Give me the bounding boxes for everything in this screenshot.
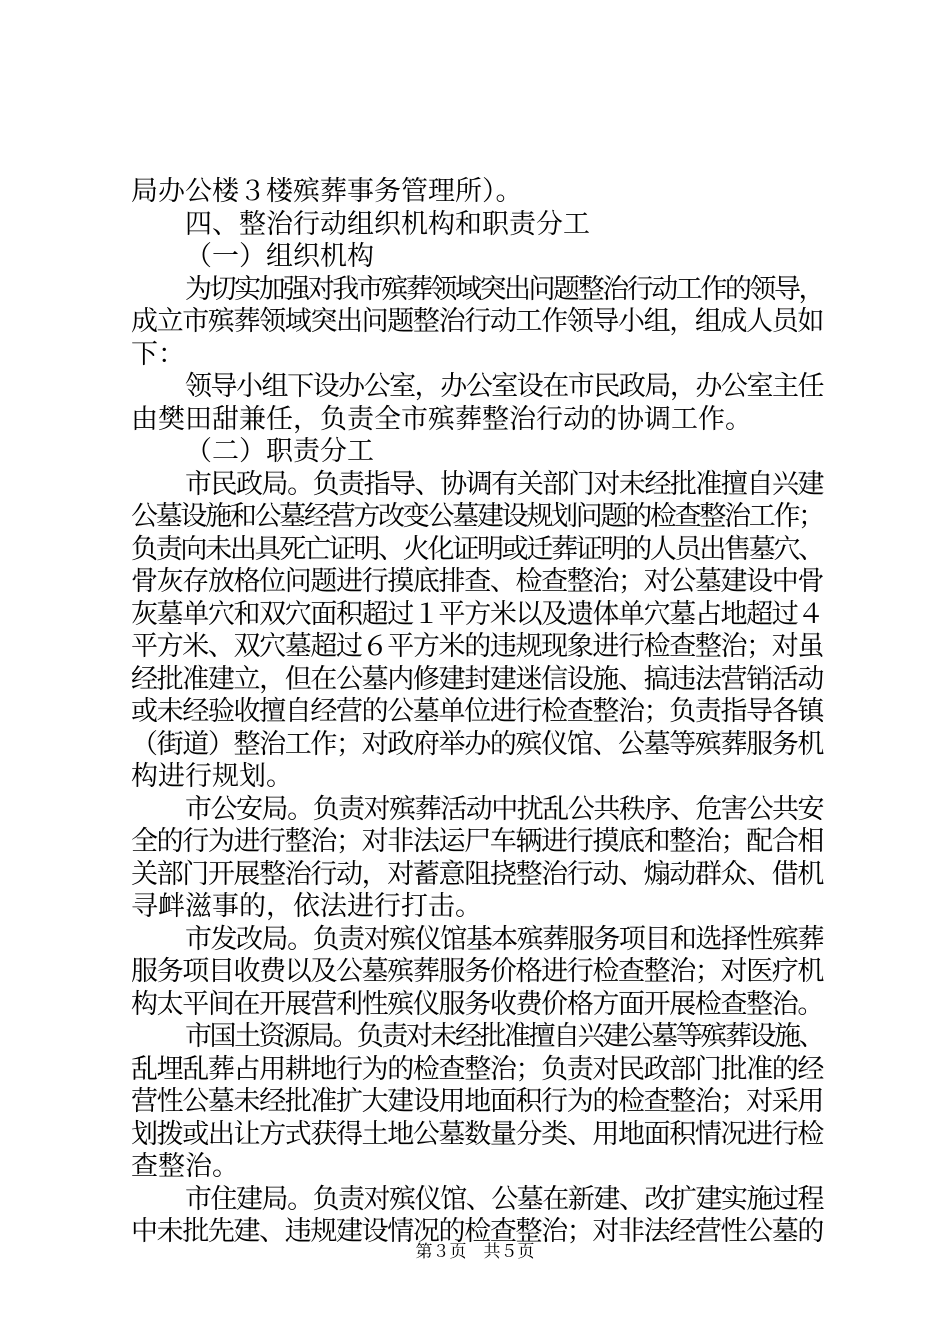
text-line: 或未经验收擅自经营的公墓单位进行检查整治；负责指导各镇 <box>131 696 824 727</box>
text-line: 为切实加强对我市殡葬领域突出问题整治行动工作的领导， <box>185 273 824 305</box>
text-line: 领导小组下设办公室，办公室设在市民政局，办公室主任 <box>185 371 823 402</box>
text-line: 寻衅滋事的，依法进行打击。 <box>131 891 482 922</box>
text-line: 市民政局。负责指导、协调有关部门对未经批准擅自兴建 <box>185 468 823 500</box>
text-line: 市公安局。负责对殡葬活动中扰乱公共秩序、危害公共安 <box>185 793 823 825</box>
text-line: 经批准建立，但在公墓内修建封建迷信设施、搞违法营销活动 <box>131 663 824 695</box>
text-line: （一）组织机构 <box>185 241 374 272</box>
text-line: 骨灰存放格位问题进行摸底排查、检查整治；对公墓建设中骨 <box>131 566 824 597</box>
text-line: 查整治。 <box>131 1151 239 1182</box>
text-line: 成立市殡葬领域突出问题整治行动工作领导小组，组成人员如 <box>131 306 824 337</box>
text-line: （街道）整治工作；对政府举办的殡仪馆、公墓等殡葬服务机 <box>131 728 824 760</box>
text-line: 中未批先建、违规建设情况的检查整治；对非法经营性公墓的 <box>131 1216 824 1247</box>
page-footer: 第３页 共５页 <box>415 1242 535 1262</box>
text-line: 市国土资源局。负责对未经批准擅自兴建公墓等殡葬设施、 <box>185 1021 824 1052</box>
text-line: 负责向未出具死亡证明、火化证明或迁葬证明的人员出售墓穴、 <box>131 533 823 565</box>
text-line: 划拨或出让方式获得土地公墓数量分类、用地面积情况进行检 <box>131 1118 824 1150</box>
document-body <box>131 176 823 1249</box>
text-line: 构太平间在开展营利性殡仪服务收费价格方面开展检查整治。 <box>131 988 824 1020</box>
text-line: 下： <box>131 338 185 370</box>
text-line: 局办公楼３楼殡葬事务管理所）。 <box>131 176 523 207</box>
text-line: 乱埋乱葬占用耕地行为的检查整治；负责对民政部门批准的经 <box>131 1053 824 1085</box>
text-line: 灰墓单穴和双穴面积超过１平方米以及遗体单穴墓占地超过４ <box>131 598 824 630</box>
text-line: 构进行规划。 <box>131 761 293 792</box>
text-line: （二）职责分工 <box>185 436 374 467</box>
text-line: 服务项目收费以及公墓殡葬服务价格进行检查整治；对医疗机 <box>131 956 824 987</box>
text-line: 全的行为进行整治；对非法运尸车辆进行摸底和整治；配合相 <box>131 826 824 857</box>
text-line: 平方米、双穴墓超过６平方米的违规现象进行检查整治；对虽 <box>131 631 824 662</box>
text-line: 关部门开展整治行动，对蓄意阻挠整治行动、煽动群众、借机 <box>131 858 824 890</box>
text-line: 市发改局。负责对殡仪馆基本殡葬服务项目和选择性殡葬 <box>185 923 823 955</box>
text-line: 四、整治行动组织机构和职责分工 <box>185 208 590 240</box>
text-line: 营性公墓未经批准扩大建设用地面积行为的检查整治；对采用 <box>131 1086 824 1117</box>
text-line: 市住建局。负责对殡仪馆、公墓在新建、改扩建实施过程 <box>185 1183 823 1215</box>
text-line: 由樊田甜兼任，负责全市殡葬整治行动的协调工作。 <box>131 403 752 435</box>
text-line: 公墓设施和公墓经营方改变公墓建设规划问题的检查整治工作； <box>131 501 823 532</box>
